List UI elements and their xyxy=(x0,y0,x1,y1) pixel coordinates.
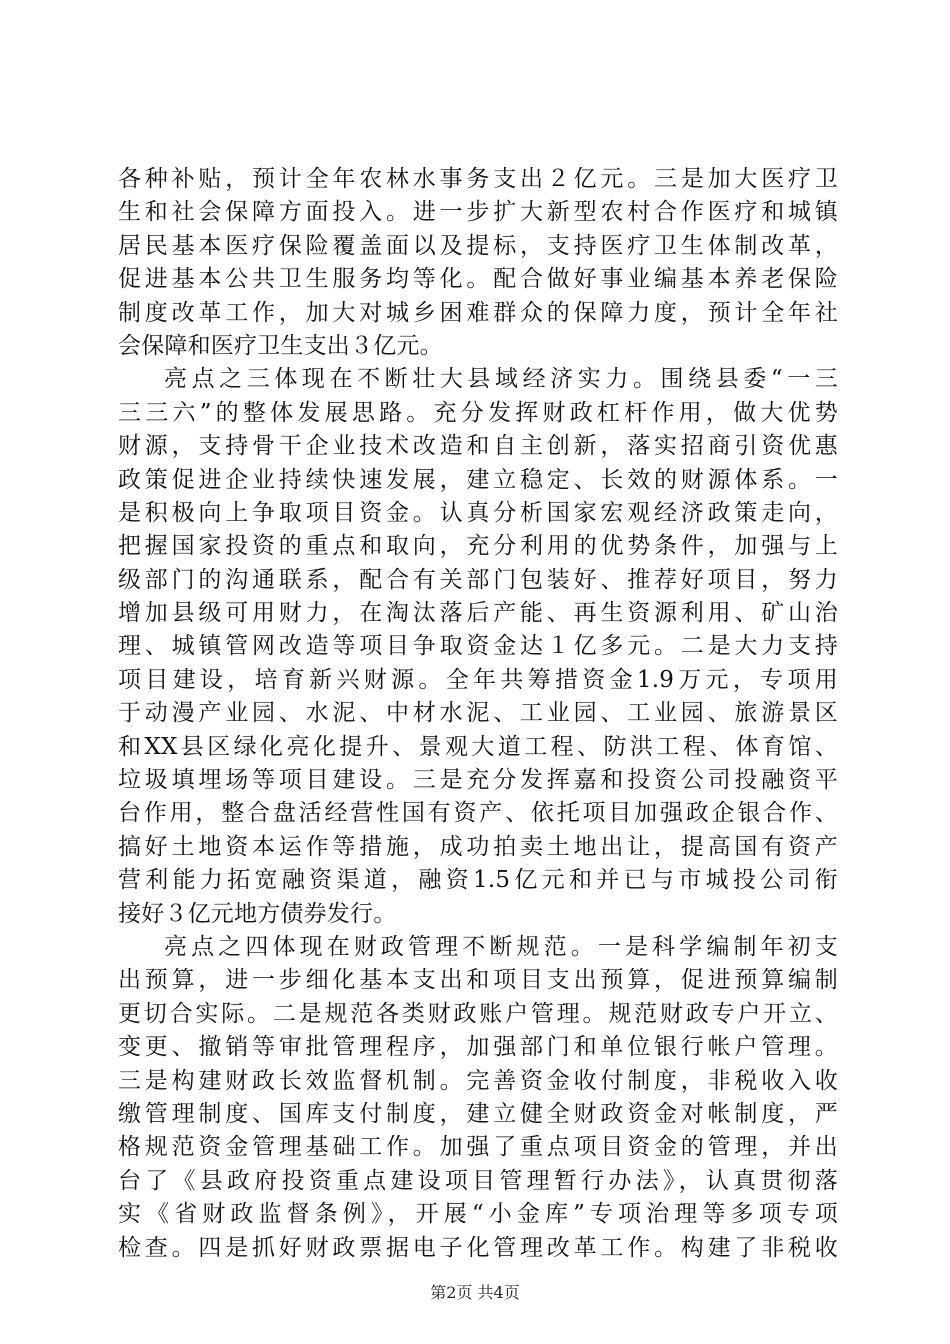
text-line: 和XX县区绿化亮化提升、景观大道工程、防洪工程、体育馆、 xyxy=(118,733,838,760)
text-line: 营利能力拓宽融资渠道，融资1.5亿元和并已与市城投公司衔 xyxy=(118,867,838,894)
text-line: 缴管理制度、国库支付制度，建立健全财政资金对帐制度，严 xyxy=(118,1100,838,1127)
text-line: 垃圾填埋场等项目建设。三是充分发挥嘉和投资公司投融资平 xyxy=(118,767,838,794)
text-line: 级部门的沟通联系，配合有关部门包装好、推荐好项目，努力 xyxy=(118,566,838,593)
paragraph-start-line: 亮点之三体现在不断壮大县域经济实力。围绕县委“一三 xyxy=(164,366,838,393)
paragraph-start-line: 亮点之四体现在财政管理不断规范。一是科学编制年初支 xyxy=(164,933,838,960)
text-line: 格规范资金管理基础工作。加强了重点项目资金的管理，并出 xyxy=(118,1134,838,1161)
page-footer: 第2页 共4页 xyxy=(430,1283,520,1302)
text-line: 三是构建财政长效监督机制。完善资金收付制度，非税收入收 xyxy=(118,1067,838,1094)
text-line: 促进基本公共卫生服务均等化。配合做好事业编基本养老保险 xyxy=(118,266,838,293)
text-line: 增加县级可用财力，在淘汰落后产能、再生资源利用、矿山治 xyxy=(118,600,838,627)
text-line: 于动漫产业园、水泥、中材水泥、工业园、工业园、旅游景区 xyxy=(118,700,838,727)
text-line: 台了《县政府投资重点建设项目管理暂行办法》，认真贯彻落 xyxy=(118,1167,838,1194)
text-line: 是积极向上争取项目资金。认真分析国家宏观经济政策走向， xyxy=(118,499,838,526)
text-line: 把握国家投资的重点和取向，充分利用的优势条件，加强与上 xyxy=(118,533,838,560)
text-line: 实《省财政监督条例》，开展“小金库”专项治理等多项专项 xyxy=(118,1201,838,1228)
text-line: 更切合实际。二是规范各类财政账户管理。规范财政专户开立、 xyxy=(118,1000,838,1027)
text-line: 居民基本医疗保险覆盖面以及提标，支持医疗卫生体制改革， xyxy=(118,232,838,259)
text-line: 接好３亿元地方债券发行。 xyxy=(118,900,397,927)
text-line: 台作用，整合盘活经营性国有资产、依托项目加强政企银合作、 xyxy=(118,800,838,827)
text-line: 制度改革工作，加大对城乡困难群众的保障力度，预计全年社 xyxy=(118,299,838,326)
document-body xyxy=(118,163,838,1265)
text-line: 理、城镇管网改造等项目争取资金达１亿多元。二是大力支持 xyxy=(118,633,838,660)
text-line: 财源，支持骨干企业技术改造和自主创新，落实招商引资优惠 xyxy=(118,433,838,460)
text-line: 生和社会保障方面投入。进一步扩大新型农村合作医疗和城镇 xyxy=(118,199,838,226)
text-line: 检查。四是抓好财政票据电子化管理改革工作。构建了非税收 xyxy=(118,1234,838,1261)
text-line: 项目建设，培育新兴财源。全年共筹措资金1.9万元，专项用 xyxy=(118,666,838,693)
text-line: 出预算，进一步细化基本支出和项目支出预算，促进预算编制 xyxy=(118,967,838,994)
text-line: 政策促进企业持续快速发展，建立稳定、长效的财源体系。一 xyxy=(118,466,838,493)
text-line: 各种补贴，预计全年农林水事务支出２亿元。三是加大医疗卫 xyxy=(118,166,838,192)
text-line: 会保障和医疗卫生支出３亿元。 xyxy=(118,332,443,359)
text-line: 变更、撤销等审批管理程序，加强部门和单位银行帐户管理。 xyxy=(118,1034,838,1061)
text-line: 搞好土地资本运作等措施，成功拍卖土地出让，提高国有资产 xyxy=(118,833,838,860)
text-line: 三三六”的整体发展思路。充分发挥财政杠杆作用，做大优势 xyxy=(118,399,838,426)
